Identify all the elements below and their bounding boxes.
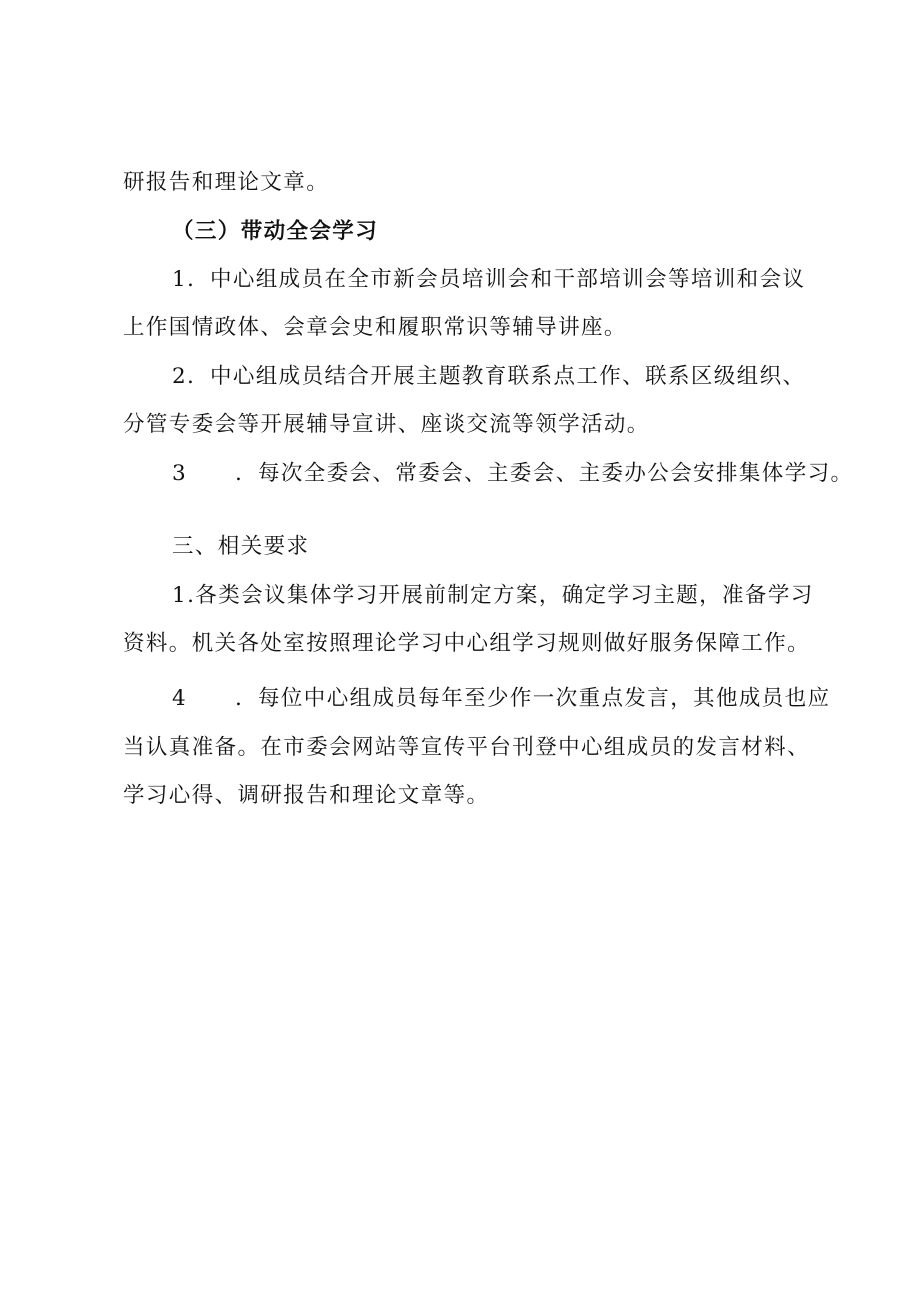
requirement-2-line-3: 学习心得、调研报告和理论文章等。 [123, 783, 490, 808]
item-3-text: ．每次全委会、常委会、主委会、主委办公会安排集体学习。 [235, 461, 854, 486]
item-3-number: 3 [172, 461, 188, 486]
item-1-line-2: 上作国情政体、会章会史和履职常识等辅导讲座。 [123, 315, 627, 340]
item-2-line-2: 分管专委会等开展辅导宣讲、座谈交流等领学活动。 [123, 412, 650, 437]
requirement-2-number: 4 [172, 686, 188, 711]
requirement-1-line-1: 1.各类会议集体学习开展前制定方案，确定学习主题，准备学习 [172, 583, 814, 608]
requirement-2-line-2: 当认真准备。在市委会网站等宣传平台刊登中心组成员的发言材料、 [123, 735, 811, 760]
item-3 [172, 459, 872, 489]
requirement-2-line-1 [172, 684, 872, 714]
continuation-text: 研报告和理论文章。 [123, 170, 330, 195]
requirement-2-text: ．每位中心组成员每年至少作一次重点发言，其他成员也应 [235, 686, 831, 711]
requirement-1-line-2: 资料。机关各处室按照理论学习中心组学习规则做好服务保障工作。 [123, 631, 811, 656]
requirements-heading: 三、相关要求 [172, 534, 310, 559]
item-2-line-1: 2．中心组成员结合开展主题教育联系点工作、联系区级组织、 [172, 364, 806, 389]
item-1-line-1: 1．中心组成员在全市新会员培训会和干部培训会等培训和会议 [172, 267, 806, 292]
section-heading-lead-learning: （三）带动全会学习 [172, 219, 379, 244]
